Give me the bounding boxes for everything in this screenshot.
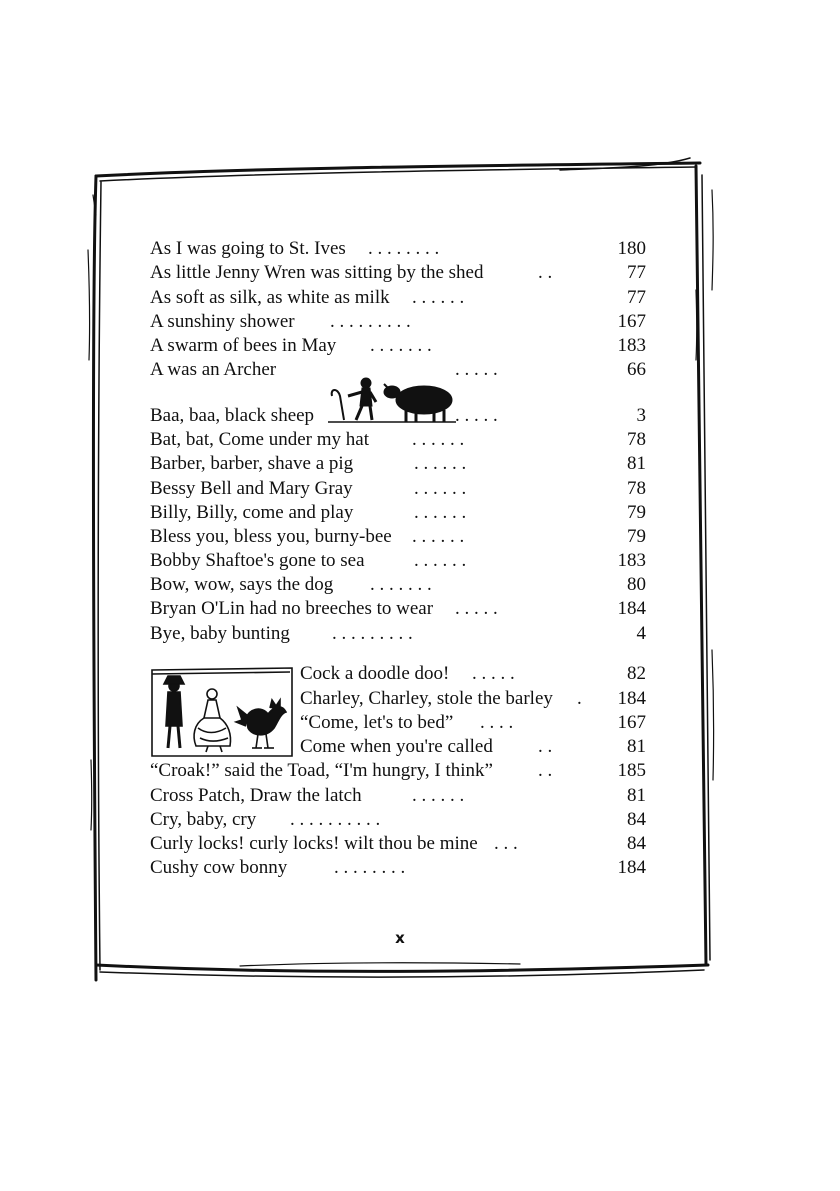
- entry-leader-dots: . .: [538, 736, 553, 757]
- entry-title: Cry, baby, cry: [150, 809, 257, 830]
- entry-page-number: 81: [627, 453, 646, 474]
- entry-page-number: 3: [636, 405, 646, 426]
- entry-leader-dots: . . . . . .: [412, 526, 465, 547]
- entry-title: A was an Archer: [150, 359, 277, 380]
- entry-leader-dots: . . . . . . . .: [368, 238, 440, 259]
- entry-leader-dots: . . . . . . . . .: [332, 623, 413, 644]
- entry-leader-dots: . . . . . .: [412, 785, 465, 806]
- entry-page-number: 183: [617, 335, 646, 356]
- entry-page-number: 185: [617, 760, 646, 781]
- entry-title: Bryan O'Lin had no breeches to wear: [150, 598, 434, 619]
- entry-page-number: 79: [627, 526, 646, 547]
- entry-leader-dots: . . . . . .: [412, 287, 465, 308]
- entry-title: Charley, Charley, stole the barley: [300, 688, 553, 709]
- entry-title: As soft as silk, as white as milk: [150, 287, 390, 308]
- entry-title: Curly locks! curly locks! wilt thou be mine: [150, 833, 478, 854]
- entry-page-number: 82: [627, 663, 646, 684]
- entry-page-number: 81: [627, 736, 646, 757]
- entry-title: Cock a doodle doo!: [300, 663, 450, 684]
- page-folio: x: [395, 929, 405, 947]
- entry-page-number: 77: [627, 262, 646, 283]
- entry-leader-dots: . . . . . .: [414, 502, 467, 523]
- entry-page-number: 180: [617, 238, 646, 259]
- entry-title: Billy, Billy, come and play: [150, 502, 354, 523]
- entry-title: Cushy cow bonny: [150, 857, 288, 878]
- entry-title: Bobby Shaftoe's gone to sea: [150, 550, 365, 571]
- entry-page-number: 79: [627, 502, 646, 523]
- entry-leader-dots: . . .: [494, 833, 518, 854]
- entry-leader-dots: . . . . . .: [414, 550, 467, 571]
- entry-leader-dots: . .: [538, 262, 553, 283]
- entry-page-number: 80: [627, 574, 646, 595]
- entry-leader-dots: . .: [538, 760, 553, 781]
- entry-leader-dots: . . . . . . . . . .: [290, 809, 381, 830]
- entry-title: Baa, baa, black sheep: [150, 405, 315, 426]
- entry-title: “Croak!” said the Toad, “I'm hungry, I think”: [150, 760, 493, 781]
- entry-leader-dots: . . . . . .: [412, 429, 465, 450]
- entry-leader-dots: . . . . . .: [414, 478, 467, 499]
- entry-title: A sunshiny shower: [150, 311, 295, 332]
- entry-page-number: 4: [636, 623, 646, 644]
- entry-title: As I was going to St. Ives: [150, 238, 346, 259]
- entry-title: Bless you, bless you, burny-bee: [150, 526, 392, 547]
- entry-title: Barber, barber, shave a pig: [150, 453, 354, 474]
- entry-page-number: 81: [627, 785, 646, 806]
- entry-leader-dots: . . . . . . .: [370, 335, 432, 356]
- entry-leader-dots: . . . . . .: [414, 453, 467, 474]
- entry-leader-dots: . . . . . . . .: [334, 857, 406, 878]
- entry-page-number: 184: [617, 688, 646, 709]
- entry-leader-dots: . . . . . . . . .: [330, 311, 411, 332]
- entry-leader-dots: . . . . .: [472, 663, 515, 684]
- entry-title: Come when you're called: [300, 736, 493, 757]
- entry-title: Cross Patch, Draw the latch: [150, 785, 362, 806]
- entry-leader-dots: . . . . .: [455, 598, 498, 619]
- entry-title: Bessy Bell and Mary Gray: [150, 478, 353, 499]
- entry-title: As little Jenny Wren was sitting by the shed: [150, 262, 484, 283]
- entry-leader-dots: . . . . .: [455, 405, 498, 426]
- entry-page-number: 167: [617, 712, 646, 733]
- entry-leader-dots: . . . . .: [455, 359, 498, 380]
- entry-title: Bye, baby bunting: [150, 623, 290, 644]
- shepherd-and-sheep-illustration: [326, 374, 466, 426]
- entry-page-number: 183: [617, 550, 646, 571]
- entry-title: Bat, bat, Come under my hat: [150, 429, 369, 450]
- entry-leader-dots: . . . .: [480, 712, 514, 733]
- entry-page-number: 184: [617, 598, 646, 619]
- couple-and-rooster-illustration: [150, 664, 294, 760]
- entry-page-number: 78: [627, 429, 646, 450]
- entry-page-number: 78: [627, 478, 646, 499]
- entry-title: A swarm of bees in May: [150, 335, 337, 356]
- entry-page-number: 84: [627, 809, 646, 830]
- entry-page-number: 77: [627, 287, 646, 308]
- entry-page-number: 184: [617, 857, 646, 878]
- entry-leader-dots: .: [577, 688, 582, 709]
- entry-page-number: 84: [627, 833, 646, 854]
- entry-page-number: 167: [617, 311, 646, 332]
- entry-title: “Come, let's to bed”: [300, 712, 454, 733]
- entry-title: Bow, wow, says the dog: [150, 574, 334, 595]
- entry-page-number: 66: [627, 359, 646, 380]
- entry-leader-dots: . . . . . . .: [370, 574, 432, 595]
